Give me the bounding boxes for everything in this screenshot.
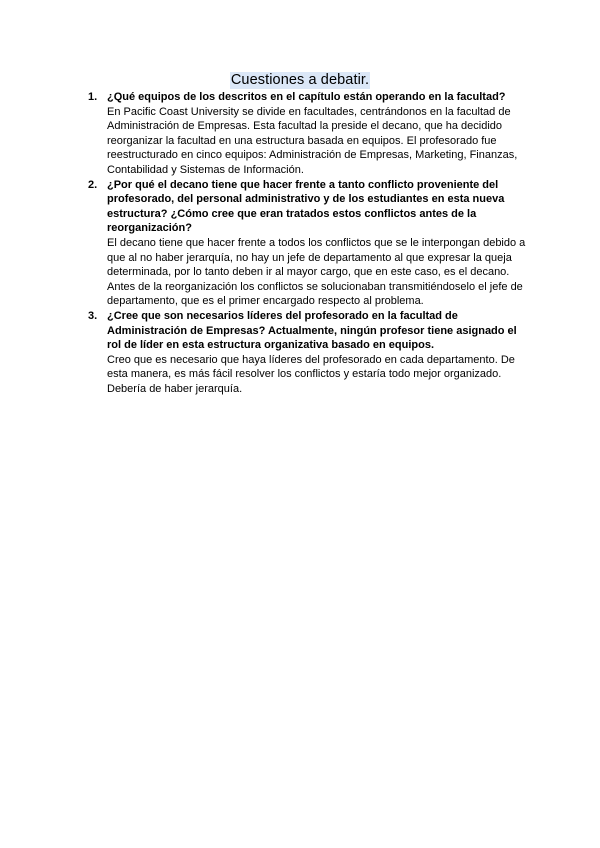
- answer-paragraph: Creo que es necesario que haya líderes del profesorado en cada departamento. De esta manera, es más fácil resolver los conflictos y estaría todo mejor organizado. Debería de haber jerarquía.: [107, 353, 515, 395]
- questions-list: [88, 90, 528, 396]
- answer-paragraph: Antes de la reorganización los conflictos se solucionaban transmitiéndoselo el jefe de departamento, que es el primer encargado respecto al problema.: [107, 280, 523, 308]
- answer-paragraph: En Pacific Coast University se divide en facultades, centrándonos en la facultad de Administración de Empresas. Esta facultad la preside el decano, que ha decidido reorganizar la facultad en una estructura basada en equipos. El profesorado fue reestructurado en cinco equipos: Administración de Empresas, Marketing, Finanzas, Contabilidad y Sistemas de Información.: [107, 105, 518, 176]
- question-text: ¿Qué equipos de los descritos en el capítulo están operando en la facultad?: [107, 91, 506, 103]
- question-item-1: [88, 90, 528, 178]
- document-title: Cuestiones a debatir.: [230, 72, 370, 88]
- question-number: 1.: [88, 91, 98, 103]
- question-text: ¿Por qué el decano tiene que hacer frente a tanto conflicto proveniente del profesorado, del personal administrativo y de los estudiantes en esta nueva estructura? ¿Cómo cree que eran tratados estos conflictos antes de la reorganización?: [107, 178, 505, 235]
- question-item-2: [88, 178, 528, 309]
- answer-paragraph: El decano tiene que hacer frente a todos los conflictos que se le interpongan debido a que al no haber jerarquía, no hay un jefe de departamento al que expresar la queja determinada, por lo tanto deben ir al mayor cargo, que en este caso, es el decano.: [107, 236, 526, 279]
- question-number: 3.: [88, 309, 98, 322]
- question-item-3: [88, 309, 528, 397]
- question-text: ¿Cree que son necesarios líderes del profesorado en la facultad de Administración de Empresas? Actualmente, ningún profesor tiene asignado el rol de líder en esta estructura organizativa basado en equipos.: [107, 309, 517, 352]
- title-wrapper: [0, 71, 600, 89]
- question-number: 2.: [88, 178, 98, 191]
